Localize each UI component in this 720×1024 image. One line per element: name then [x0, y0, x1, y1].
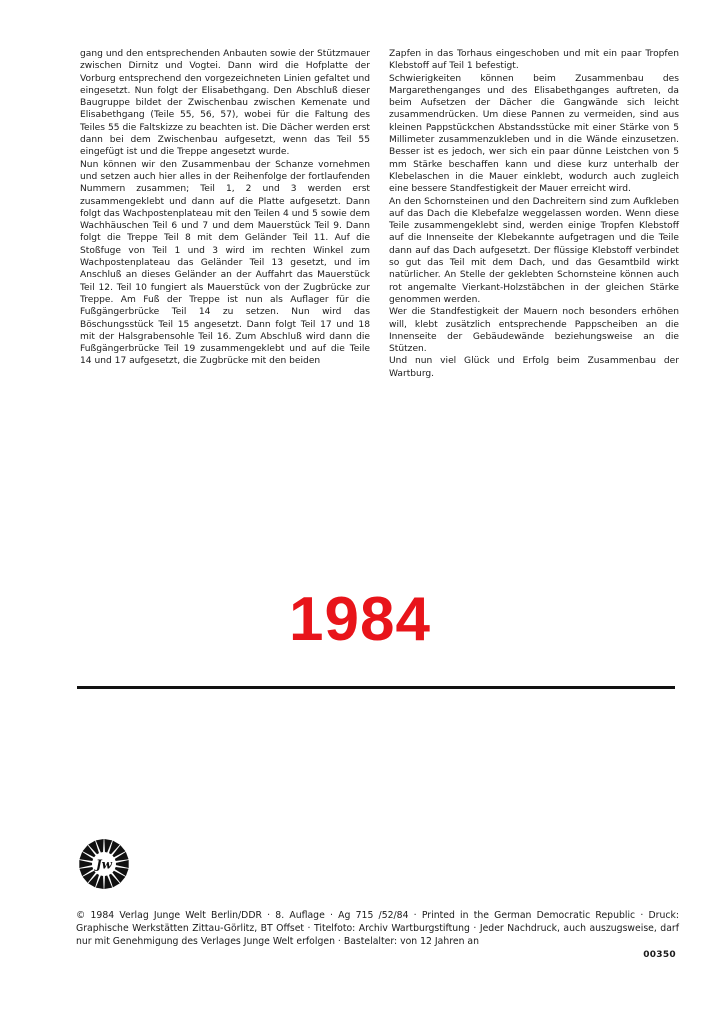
junge-welt-sunburst-logo-icon	[78, 838, 130, 890]
catalog-code: 00350	[643, 950, 676, 960]
paragraph: Nun können wir den Zusammenbau der Schanze vornehmen und setzen auch hier alles in der Reihenfolge der fortlaufenden Nummern zusammen; Teil 1, 2 und 3 werden erst zusammengeklebt und dann auf die Platte aufgesetzt. Dann folgt das Wachpostenplateau mit den Teilen 4 und 5 sowie dem Wachhäuschen Teil 6 und 7 und dem Mauerstück Teil 9. Dann folgt die Treppe Teil 8 mit dem Geländer Teil 11. Auf die Stoßfuge von Teil 1 und 3 wird im rechten Winkel zum Wachpostenplateau das Geländer Teil 13 gesetzt, und im Anschluß an dieses Geländer an der Auffahrt das Mauerstück Teil 12. Teil 10 fungiert als Mauerstück von der Zugbrücke zur Treppe. Am Fuß der Treppe ist nun als Auflager für die Fußgängerbrücke Teil 14 zu setzen. Nun wird das Böschungsstück Teil 15 angesetzt. Dann folgt Teil 17 und 18 mit der Halsgrabensohle Teil 16. Zum Abschluß wird dann die Fußgängerbrücke Teil 19 zusammengeklebt und auf die Teile 14 und 17 aufgesetzt, die Zugbrücke mit den beiden	[80, 159, 370, 367]
paragraph: Schwierigkeiten können beim Zusammenbau des Margarethenganges und des Elisabethganges auftreten, da beim Aufsetzen der Dächer die Gangwände sich leicht zusammendrücken. Um diese Pannen zu vermeiden, sind aus kleinen Pappstückchen Abstandsstücke mit einer Stärke von 5 Millimeter zusammenzukleben und in die Wände einzusetzen. Besser ist es jedoch, wer sich ein paar dünne Leistchen von 5 mm Stärke beschaffen kann und diese kurz unterhalb der Klebelaschen in die Mauer einklebt, wodurch auch zugleich eine bessere Standfestigkeit der Mauer erreicht wird.	[389, 73, 679, 195]
paragraph: gang und den entsprechenden Anbauten sowie der Stützmauer zwischen Dirnitz und Vogtei. Dann wird die Hofplatte der Vorburg entsprechend den vorgezeichneten Linien gefaltet und eingesetzt. Nun folgt der Elisabethgang. Den Abschluß dieser Baugruppe bildet der Zwischenbau zwischen Kemenate und Elisabethgang (Teile 55, 56, 57), wobei für die Faltung des Teiles 55 die Faltskizze zu beachten ist. Die Dächer werden erst dann bei dem Zwischenbau aufgesetzt, wenn das Teil 55 eingefügt ist und die Treppe angesetzt wurde.	[80, 49, 370, 158]
logo-ray	[116, 860, 129, 868]
paragraph: Zapfen in das Torhaus eingeschoben und mit ein paar Tropfen Klebstoff auf Teil 1 befestigt.	[389, 49, 679, 72]
paragraph: An den Schornsteinen und den Dachreitern sind zum Aufkleben auf das Dach die Klebefalze weggelassen worden. Wenn diese Teile zusammengeklebt sind, werden einige Tropfen Klebstoff auf die Innenseite der Klebekannte aufgetragen und die Teile dann auf das Dach aufgesetzt. Der flüssige Klebstoff verbindet so gut das Teil mit dem Dach, und das Gesamtbild wirkt natürlicher. An Stelle der geklebten Schornsteine können auch rot angemalte Vierkant-Holzstäbchen in der gleichen Stärke genommen werden.	[389, 196, 679, 305]
paragraph: Und nun viel Glück und Erfolg beim Zusammenbau der Wartburg.	[389, 356, 679, 379]
paragraph: Wer die Standfestigkeit der Mauern noch besonders erhöhen will, klebt zusätzlich entsprechende Pappscheiben an die Innenseite der Gebäudewände beziehungsweise an die Stützen.	[389, 307, 679, 355]
logo-letters: Jw	[95, 857, 113, 872]
year-stamp: 1984	[289, 585, 431, 654]
logo-ray	[79, 860, 92, 868]
horizontal-rule	[77, 686, 675, 689]
imprint	[76, 909, 679, 949]
right-text-column	[389, 48, 679, 380]
imprint-text: © 1984 Verlag Junge Welt Berlin/DDR · 8. Auflage · Ag 715 /52/84 · Printed in the German Democratic Republic · Druck: Graphische Werkstätten Zittau-Görlitz, BT Offset · Titelfoto: Archiv Wartburgstiftung · Jeder Nachdruck, auch auszugsweise, darf nur mit Genehmigung des Verlages Junge Welt erfolgen · Bastelalter: von 12 Jahren an	[76, 910, 679, 948]
left-text-column	[80, 48, 370, 368]
